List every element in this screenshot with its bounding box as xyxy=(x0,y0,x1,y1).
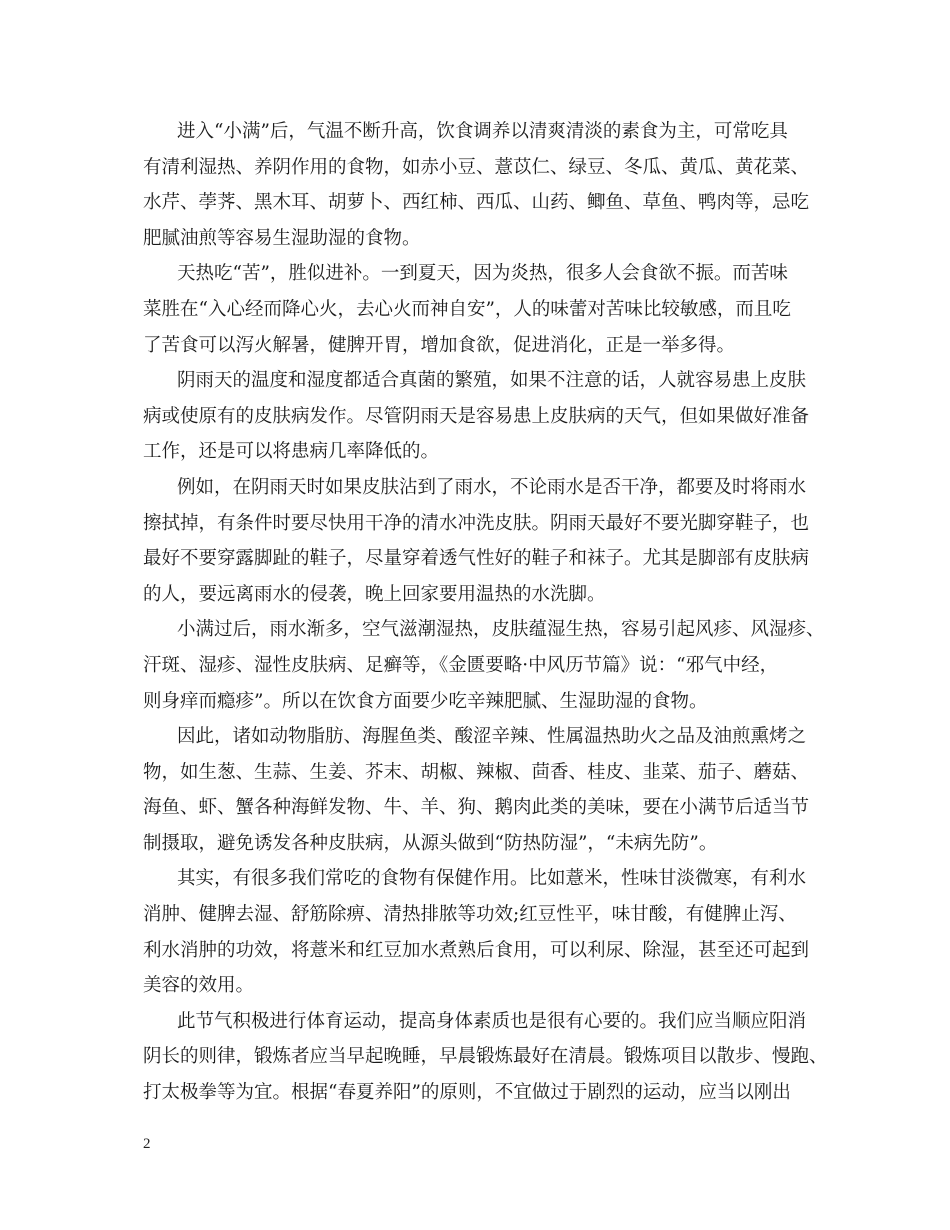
text-line: 消肿、健脾去湿、舒筋除痹、清热排脓等功效;红豆性平，味甘酸，有健脾止泻、 xyxy=(143,904,797,926)
text-line: 因此，诸如动物脂肪、海腥鱼类、酸涩辛辣、性属温热助火之品及油煎熏烤之 xyxy=(177,726,807,748)
text-line: 的人，要远离雨水的侵袭，晚上回家要用温热的水洗脚。 xyxy=(143,583,606,605)
text-line: 菜胜在“入心经而降心火，去心火而神自安”，人的味蕾对苦味比较敏感，而且吃 xyxy=(143,298,791,320)
text-line: 最好不要穿露脚趾的鞋子，尽量穿着透气性好的鞋子和袜子。尤其是脚部有皮肤病 xyxy=(143,548,810,570)
text-line: 海鱼、虾、蟹各种海鲜发物、牛、羊、狗、鹅肉此类的美味，要在小满节后适当节 xyxy=(143,797,810,819)
text-line: 擦拭掉，有条件时要尽快用干净的清水冲洗皮肤。阴雨天最好不要光脚穿鞋子，也 xyxy=(143,512,810,534)
text-line: 了苦食可以泻火解暑，健脾开胃，增加食欲，促进消化，正是一举多得。 xyxy=(143,334,736,356)
text-line: 小满过后，雨水渐多，空气滋潮湿热，皮肤蕴湿生热，容易引起风疹、风湿疹、 xyxy=(177,619,825,641)
text-line: 利水消肿的功效，将薏米和红豆加水煮熟后食用，可以利尿、除湿，甚至还可起到 xyxy=(143,939,810,961)
text-line: 制摄取，避免诱发各种皮肤病，从源头做到“防热防湿”，“未病先防”。 xyxy=(143,832,718,854)
text-line: 水芹、荸荠、黑木耳、胡萝卜、西红柿、西瓜、山药、鲫鱼、草鱼、鸭肉等，忌吃 xyxy=(143,192,810,214)
text-line: 阴雨天的温度和湿度都适合真菌的繁殖，如果不注意的话，人就容易患上皮肤 xyxy=(177,370,807,392)
text-line: 其实，有很多我们常吃的食物有保健作用。比如薏米，性味甘淡微寒，有利水 xyxy=(177,868,807,890)
text-line: 美容的效用。 xyxy=(143,975,255,997)
text-line: 阴长的则律，锻炼者应当早起晚睡，早晨锻炼最好在清晨。锻炼项目以散步、慢跑、 xyxy=(143,1046,828,1068)
text-line: 汗斑、湿疹、湿性皮肤病、足癣等，《金匮要略·中风历节篇》说：“邪气中经， xyxy=(143,654,779,676)
text-line: 例如，在阴雨天时如果皮肤沾到了雨水，不论雨水是否干净，都要及时将雨水 xyxy=(177,476,807,498)
text-line: 则身痒而瘾疹”。所以在饮食方面要少吃辛辣肥腻、生湿助湿的食物。 xyxy=(143,690,708,712)
text-line: 工作，还是可以将患病几率降低的。 xyxy=(143,441,440,463)
text-line: 病或使原有的皮肤病发作。尽管阴雨天是容易患上皮肤病的天气，但如果做好准备 xyxy=(143,405,810,427)
text-line: 物，如生葱、生蒜、生姜、芥末、胡椒、辣椒、茴香、桂皮、韭菜、茄子、蘑菇、 xyxy=(143,761,810,783)
text-line: 进入“小满”后，气温不断升高，饮食调养以清爽清淡的素食为主，可常吃具 xyxy=(177,121,788,142)
text-line: 此节气积极进行体育运动，提高身体素质也是很有心要的。我们应当顺应阳消 xyxy=(177,1010,807,1032)
text-line: 有清利湿热、养阴作用的食物，如赤小豆、薏苡仁、绿豆、冬瓜、黄瓜、黄花菜、 xyxy=(143,156,810,178)
page-number: 2 xyxy=(143,1136,151,1152)
text-line: 打太极拳等为宜。根据“春夏养阳”的原则，不宜做过于剧烈的运动，应当以刚出 xyxy=(143,1082,791,1104)
text-line: 肥腻油煎等容易生湿助湿的食物。 xyxy=(143,227,421,249)
document-body xyxy=(143,114,828,1111)
text-line: 天热吃“苦”，胜似进补。一到夏天，因为炎热，很多人会食欲不振。而苦味 xyxy=(177,263,788,285)
